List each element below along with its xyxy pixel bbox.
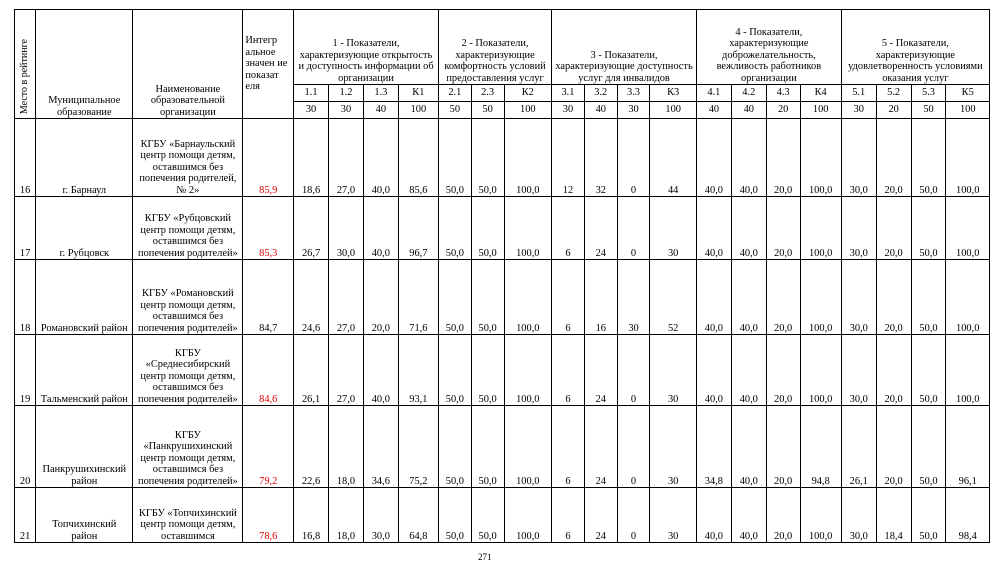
score-cell: 26,1: [841, 406, 876, 488]
score-cell: 30,0: [841, 335, 876, 406]
header-col-code: К1: [398, 85, 438, 102]
score-cell: 18,4: [876, 488, 911, 543]
integral-cell: 78,6: [243, 488, 294, 543]
score-cell: 40,0: [696, 260, 731, 335]
header-col-weight: 40: [584, 102, 617, 119]
table-row: [15, 119, 990, 197]
score-cell: 50,0: [438, 119, 471, 197]
score-cell: 30: [650, 197, 697, 260]
score-cell: 6: [552, 197, 585, 260]
integral-cell: 79,2: [243, 406, 294, 488]
header-group-title: 3 - Показатели, характеризующие доступность услуг для инвалидов: [552, 10, 697, 85]
score-cell: 50,0: [911, 197, 946, 260]
score-cell: 40,0: [696, 335, 731, 406]
org-name-cell: КГБУ «Барнаульский центр помощи детям, оставшимся без попечения родителей, № 2»: [133, 119, 243, 197]
score-cell: 20,0: [876, 119, 911, 197]
score-cell: 6: [552, 406, 585, 488]
header-col-weight: 100: [650, 102, 697, 119]
header-col-code: 3.2: [584, 85, 617, 102]
score-cell: 30,0: [841, 119, 876, 197]
score-cell: 75,2: [398, 406, 438, 488]
score-cell: 50,0: [471, 260, 504, 335]
score-cell: 30,0: [329, 197, 364, 260]
header-col-weight: 30: [617, 102, 650, 119]
score-cell: 100,0: [946, 119, 990, 197]
score-cell: 30,0: [841, 197, 876, 260]
score-cell: 40,0: [696, 197, 731, 260]
table-row: [15, 260, 990, 335]
score-cell: 100,0: [504, 406, 552, 488]
score-cell: 27,0: [329, 119, 364, 197]
score-cell: 100,0: [504, 197, 552, 260]
score-cell: 100,0: [800, 335, 841, 406]
header-col-weight: 40: [696, 102, 731, 119]
score-cell: 98,4: [946, 488, 990, 543]
header-integral: Интегр альное значен ие показат еля: [243, 10, 294, 119]
integral-cell: 84,6: [243, 335, 294, 406]
score-cell: 26,7: [294, 197, 329, 260]
score-cell: 40,0: [731, 260, 766, 335]
page-number: 271: [478, 552, 492, 562]
header-col-code: К3: [650, 85, 697, 102]
rank-cell: 20: [15, 406, 36, 488]
header-col-code: 4.2: [731, 85, 766, 102]
score-cell: 27,0: [329, 260, 364, 335]
score-cell: 50,0: [471, 119, 504, 197]
rank-cell: 19: [15, 335, 36, 406]
header-col-code: 5.2: [876, 85, 911, 102]
header-col-weight: 20: [766, 102, 800, 119]
header-col-code: 2.3: [471, 85, 504, 102]
score-cell: 12: [552, 119, 585, 197]
score-cell: 0: [617, 406, 650, 488]
score-cell: 30: [650, 406, 697, 488]
score-cell: 16: [584, 260, 617, 335]
score-cell: 50,0: [911, 335, 946, 406]
header-col-weight: 30: [841, 102, 876, 119]
org-name-cell: КГБУ «Топчихинский центр помощи детям, оставшимся: [133, 488, 243, 543]
score-cell: 18,6: [294, 119, 329, 197]
score-cell: 20,0: [766, 406, 800, 488]
header-col-weight: 50: [471, 102, 504, 119]
score-cell: 40,0: [731, 335, 766, 406]
score-cell: 100,0: [800, 119, 841, 197]
score-cell: 100,0: [504, 119, 552, 197]
score-cell: 100,0: [504, 335, 552, 406]
score-cell: 30: [650, 488, 697, 543]
header-col-code: 4.3: [766, 85, 800, 102]
score-cell: 30: [617, 260, 650, 335]
score-cell: 40,0: [363, 335, 398, 406]
score-cell: 40,0: [731, 119, 766, 197]
score-cell: 50,0: [471, 488, 504, 543]
score-cell: 24: [584, 197, 617, 260]
score-cell: 22,6: [294, 406, 329, 488]
header-rank-label: Место в рейтинге: [19, 39, 31, 115]
score-cell: 94,8: [800, 406, 841, 488]
score-cell: 24: [584, 335, 617, 406]
score-cell: 30: [650, 335, 697, 406]
score-cell: 50,0: [911, 488, 946, 543]
header-col-weight: 20: [876, 102, 911, 119]
header-col-code: 5.3: [911, 85, 946, 102]
score-cell: 50,0: [911, 406, 946, 488]
rank-cell: 18: [15, 260, 36, 335]
score-cell: 32: [584, 119, 617, 197]
score-cell: 40,0: [731, 197, 766, 260]
score-cell: 26,1: [294, 335, 329, 406]
score-cell: 50,0: [471, 335, 504, 406]
score-cell: 6: [552, 488, 585, 543]
score-cell: 6: [552, 260, 585, 335]
score-cell: 0: [617, 119, 650, 197]
header-col-weight: 30: [552, 102, 585, 119]
header-col-code: 3.3: [617, 85, 650, 102]
header-col-code: К5: [946, 85, 990, 102]
score-cell: 71,6: [398, 260, 438, 335]
score-cell: 20,0: [766, 488, 800, 543]
municipality-cell: Панкрушихинский район: [36, 406, 133, 488]
header-col-weight: 100: [398, 102, 438, 119]
rank-cell: 16: [15, 119, 36, 197]
score-cell: 6: [552, 335, 585, 406]
score-cell: 34,8: [696, 406, 731, 488]
integral-cell: 85,3: [243, 197, 294, 260]
score-cell: 40,0: [363, 119, 398, 197]
score-cell: 0: [617, 197, 650, 260]
header-col-weight: 40: [731, 102, 766, 119]
score-cell: 50,0: [911, 119, 946, 197]
score-cell: 40,0: [731, 488, 766, 543]
score-cell: 50,0: [471, 197, 504, 260]
header-col-weight: 50: [911, 102, 946, 119]
header-col-code: 5.1: [841, 85, 876, 102]
score-cell: 100,0: [946, 335, 990, 406]
score-cell: 50,0: [438, 406, 471, 488]
score-cell: 18,0: [329, 406, 364, 488]
header-row-groups: [15, 10, 990, 85]
table-row: [15, 406, 990, 488]
score-cell: 85,6: [398, 119, 438, 197]
score-cell: 50,0: [438, 197, 471, 260]
header-group-title: 1 - Показатели, характеризующие открытость и доступность информации об организации: [294, 10, 439, 85]
municipality-cell: Романовский район: [36, 260, 133, 335]
score-cell: 100,0: [800, 260, 841, 335]
org-name-cell: КГБУ «Панкрушихинский центр помощи детям, оставшимся без попечения родителей»: [133, 406, 243, 488]
score-cell: 100,0: [504, 260, 552, 335]
municipality-cell: Тальменский район: [36, 335, 133, 406]
table-row: [15, 488, 990, 543]
score-cell: 20,0: [766, 197, 800, 260]
score-cell: 44: [650, 119, 697, 197]
header-col-code: К4: [800, 85, 841, 102]
score-cell: 30,0: [841, 260, 876, 335]
rank-cell: 21: [15, 488, 36, 543]
table-row: [15, 197, 990, 260]
header-col-weight: 30: [329, 102, 364, 119]
header-col-code: 1.2: [329, 85, 364, 102]
score-cell: 50,0: [438, 260, 471, 335]
score-cell: 93,1: [398, 335, 438, 406]
score-cell: 20,0: [876, 260, 911, 335]
score-cell: 100,0: [946, 197, 990, 260]
header-col-code: 1.3: [363, 85, 398, 102]
table-row: [15, 335, 990, 406]
org-name-cell: КГБУ «Среднесибирский центр помощи детям, оставшимся без попечения родителей»: [133, 335, 243, 406]
score-cell: 34,6: [363, 406, 398, 488]
score-cell: 30,0: [363, 488, 398, 543]
integral-cell: 84,7: [243, 260, 294, 335]
header-col-weight: 50: [438, 102, 471, 119]
score-cell: 20,0: [766, 119, 800, 197]
header-col-code: 4.1: [696, 85, 731, 102]
score-cell: 30,0: [841, 488, 876, 543]
header-col-weight: 100: [946, 102, 990, 119]
org-name-cell: КГБУ «Романовский центр помощи детям, оставшимся без попечения родителей»: [133, 260, 243, 335]
score-cell: 100,0: [504, 488, 552, 543]
header-group-title: 4 - Показатели, характеризующие доброжелательность, вежливость работников организации: [696, 10, 841, 85]
rating-table: [14, 9, 990, 543]
score-cell: 100,0: [800, 488, 841, 543]
score-cell: 20,0: [876, 406, 911, 488]
score-cell: 20,0: [766, 335, 800, 406]
header-col-code: 1.1: [294, 85, 329, 102]
score-cell: 40,0: [696, 488, 731, 543]
municipality-cell: г. Барнаул: [36, 119, 133, 197]
header-municipality: Муниципальное образование: [36, 10, 133, 119]
score-cell: 20,0: [876, 335, 911, 406]
header-group-title: 5 - Показатели, характеризующие удовлетворенность условиями оказания услуг: [841, 10, 989, 85]
score-cell: 100,0: [800, 197, 841, 260]
header-col-code: 2.1: [438, 85, 471, 102]
score-cell: 100,0: [946, 260, 990, 335]
score-cell: 96,1: [946, 406, 990, 488]
score-cell: 52: [650, 260, 697, 335]
score-cell: 16,8: [294, 488, 329, 543]
header-col-weight: 100: [504, 102, 552, 119]
score-cell: 20,0: [876, 197, 911, 260]
header-col-code: 3.1: [552, 85, 585, 102]
header-col-weight: 100: [800, 102, 841, 119]
score-cell: 64,8: [398, 488, 438, 543]
score-cell: 40,0: [363, 197, 398, 260]
score-cell: 0: [617, 335, 650, 406]
header-col-weight: 40: [363, 102, 398, 119]
rank-cell: 17: [15, 197, 36, 260]
score-cell: 96,7: [398, 197, 438, 260]
org-name-cell: КГБУ «Рубцовский центр помощи детям, оставшимся без попечения родителей»: [133, 197, 243, 260]
score-cell: 20,0: [363, 260, 398, 335]
score-cell: 50,0: [471, 406, 504, 488]
score-cell: 0: [617, 488, 650, 543]
header-org-name: Наименование образовательной организации: [133, 10, 243, 119]
header-col-weight: 30: [294, 102, 329, 119]
score-cell: 24,6: [294, 260, 329, 335]
score-cell: 50,0: [911, 260, 946, 335]
score-cell: 24: [584, 406, 617, 488]
score-cell: 50,0: [438, 335, 471, 406]
score-cell: 24: [584, 488, 617, 543]
score-cell: 20,0: [766, 260, 800, 335]
municipality-cell: г. Рубцовск: [36, 197, 133, 260]
score-cell: 18,0: [329, 488, 364, 543]
header-group-title: 2 - Показатели, характеризующие комфортность условий предоставления услуг: [438, 10, 551, 85]
header-col-code: К2: [504, 85, 552, 102]
score-cell: 40,0: [731, 406, 766, 488]
integral-cell: 85,9: [243, 119, 294, 197]
municipality-cell: Топчихинский район: [36, 488, 133, 543]
score-cell: 50,0: [438, 488, 471, 543]
score-cell: 27,0: [329, 335, 364, 406]
score-cell: 40,0: [696, 119, 731, 197]
header-rank: [15, 10, 36, 119]
